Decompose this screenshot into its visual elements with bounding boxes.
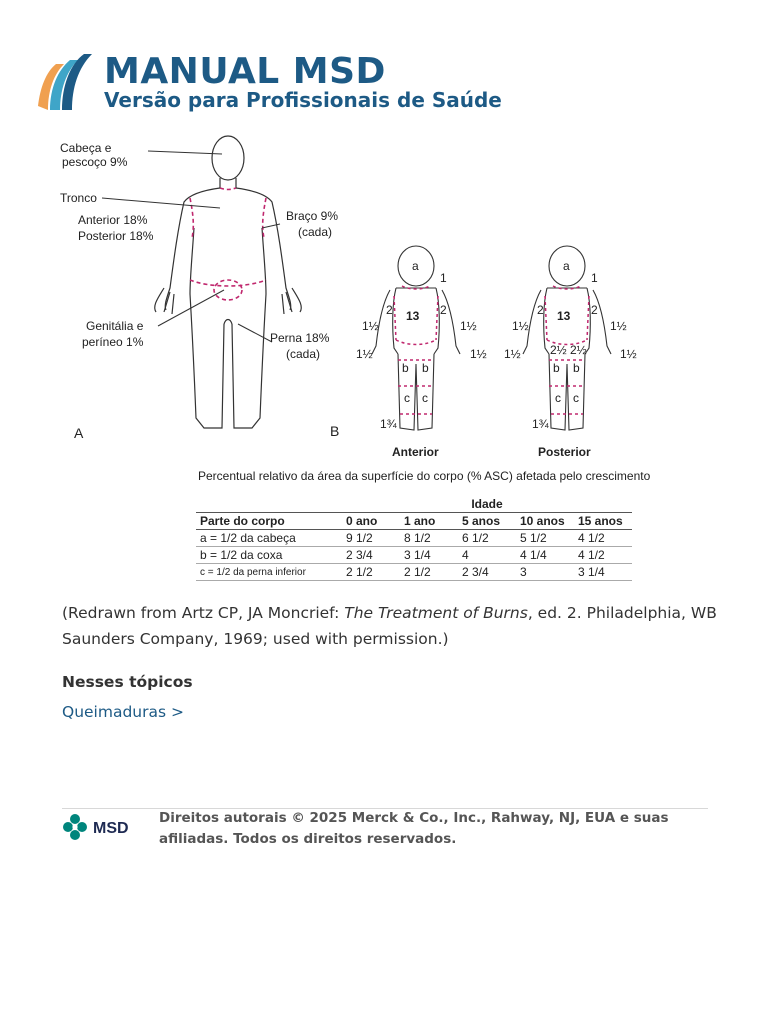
topics-heading: Nesses tópicos (62, 673, 193, 691)
label-trunk-posterior: Posterior 18% (78, 229, 154, 243)
svg-text:c: c (404, 391, 410, 405)
svg-text:2: 2 (440, 303, 447, 317)
label-head-neck-2: pescoço 9% (62, 155, 128, 169)
svg-text:13: 13 (406, 309, 420, 323)
svg-text:1½: 1½ (470, 347, 487, 361)
svg-text:13: 13 (557, 309, 571, 323)
label-leg-1: Perna 18% (270, 331, 330, 345)
table-cell: 4 1/2 (574, 530, 632, 547)
svg-text:2½: 2½ (550, 343, 567, 357)
age-table (196, 496, 636, 581)
msd-logo-icon[interactable] (62, 812, 142, 844)
svg-text:b: b (402, 361, 409, 375)
topic-link-burns[interactable]: Queimaduras > (62, 703, 184, 721)
svg-text:b: b (553, 361, 560, 375)
caption-italic: The Treatment of Burns (344, 604, 528, 622)
svg-text:a: a (563, 259, 570, 273)
table-cell: b = 1/2 da coxa (196, 547, 342, 564)
svg-text:2½: 2½ (570, 343, 587, 357)
svg-text:c: c (573, 391, 579, 405)
brand-title[interactable]: MANUAL MSD (104, 51, 386, 92)
table-header: 10 anos (516, 513, 574, 530)
svg-text:c: c (555, 391, 561, 405)
caption-before: (Redrawn from Artz CP, JA Moncrief: (62, 604, 345, 622)
table-header: 15 anos (574, 513, 632, 530)
child-anterior-outline (372, 246, 460, 430)
footer-logo-text: MSD (93, 820, 129, 837)
svg-text:c: c (422, 391, 428, 405)
svg-text:b: b (573, 361, 580, 375)
table-cell: 4 1/4 (516, 547, 574, 564)
figure-caption (62, 600, 722, 652)
figure-title: Percentual relativo da área da superfície do corpo (% ASC) afetada pelo crescimento (198, 469, 651, 483)
table-cell: 3 (516, 564, 574, 581)
table-row (196, 564, 632, 581)
svg-text:2: 2 (386, 303, 393, 317)
table-cell: 4 (458, 547, 516, 564)
label-anterior: Anterior (392, 445, 439, 459)
table-cell: 5 1/2 (516, 530, 574, 547)
table-cell: 8 1/2 (400, 530, 458, 547)
svg-text:1½: 1½ (620, 347, 637, 361)
child-anterior-dashed-regions (394, 286, 438, 414)
label-arm-2: (cada) (298, 225, 333, 239)
child-posterior-numbers (504, 259, 637, 431)
label-head-neck-1: Cabeça e (60, 141, 112, 155)
label-arm-1: Braço 9% (286, 209, 339, 223)
svg-text:1: 1 (591, 271, 598, 285)
panel-b-letter: B (330, 423, 340, 439)
site-header (36, 48, 556, 118)
caption-after: , ed. 2. Philadelphia, WB Saunders Company, 1969; used with permission.) (62, 604, 717, 648)
label-genitals-1: Genitália e (86, 319, 144, 333)
copyright-text: Direitos autorais © 2025 Merck & Co., Inc., Rahway, NJ, EUA e suas afiliadas. Todos os direitos reservados. (159, 810, 669, 847)
table-header: 1 ano (400, 513, 458, 530)
label-genitals-2: períneo 1% (82, 335, 144, 349)
svg-text:1¾: 1¾ (380, 417, 397, 431)
child-posterior-outline (523, 246, 611, 430)
adult-body-outline (155, 136, 302, 428)
table-cell: 3 1/4 (574, 564, 632, 581)
table-cell: 2 3/4 (342, 547, 400, 564)
panel-a-letter: A (74, 425, 84, 441)
svg-text:1: 1 (440, 271, 447, 285)
label-leg-2: (cada) (286, 347, 321, 361)
table-header: 5 anos (458, 513, 516, 530)
svg-text:1½: 1½ (512, 319, 529, 333)
table-header: 0 ano (342, 513, 400, 530)
table-cell: a = 1/2 da cabeça (196, 530, 342, 547)
adult-body-dashed-regions (190, 188, 266, 300)
table-cell: 9 1/2 (342, 530, 400, 547)
table-cell: 2 1/2 (400, 564, 458, 581)
svg-text:1¾: 1¾ (532, 417, 549, 431)
table-cell: 2 3/4 (458, 564, 516, 581)
table-cell: c = 1/2 da perna inferior (196, 564, 342, 581)
svg-text:2: 2 (537, 303, 544, 317)
svg-text:1½: 1½ (460, 319, 477, 333)
table-cell: 2 1/2 (342, 564, 400, 581)
table-row (196, 547, 632, 564)
label-posterior: Posterior (538, 445, 591, 459)
svg-text:1½: 1½ (362, 319, 379, 333)
table-row (196, 530, 632, 547)
manual-msd-logo-icon[interactable] (36, 48, 102, 114)
body-diagram (40, 128, 730, 488)
svg-text:a: a (412, 259, 419, 273)
svg-text:1½: 1½ (356, 347, 373, 361)
label-trunk-anterior: Anterior 18% (78, 213, 148, 227)
svg-text:1½: 1½ (610, 319, 627, 333)
table-cell: 6 1/2 (458, 530, 516, 547)
label-trunk: Tronco (60, 191, 97, 205)
table-cell: 3 1/4 (400, 547, 458, 564)
svg-text:b: b (422, 361, 429, 375)
table-group-header: Idade (342, 496, 632, 513)
table-header: Parte do corpo (196, 513, 342, 530)
table-cell: 4 1/2 (574, 547, 632, 564)
svg-text:2: 2 (591, 303, 598, 317)
svg-text:1½: 1½ (504, 347, 521, 361)
brand-subtitle: Versão para Profissionais de Saúde (104, 88, 502, 112)
